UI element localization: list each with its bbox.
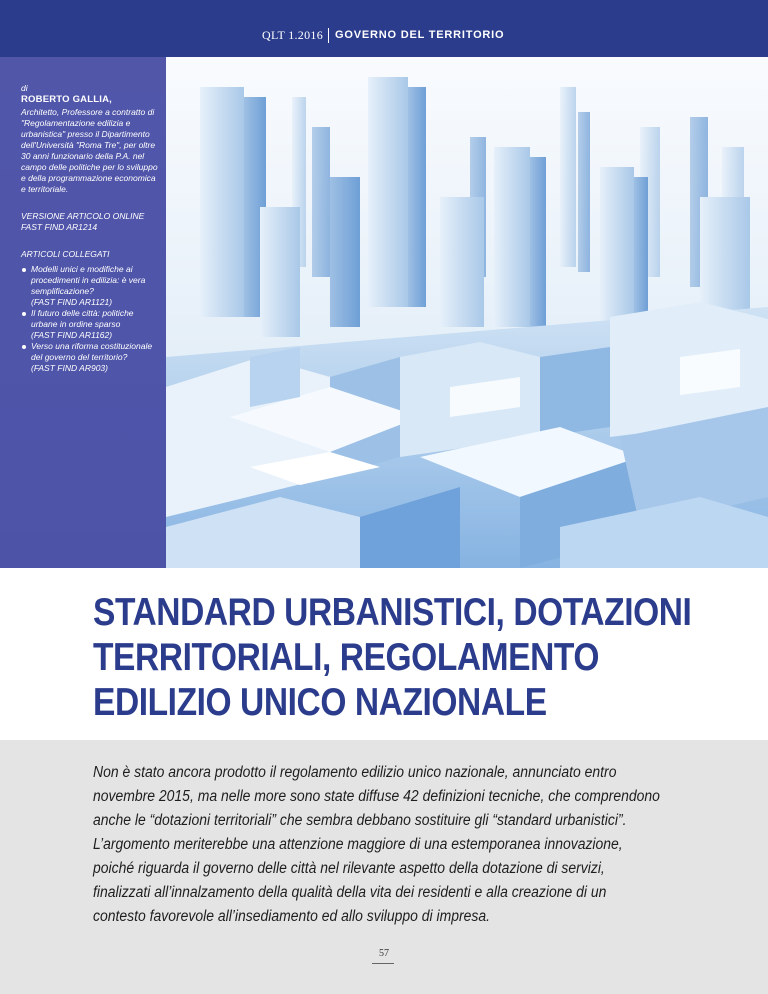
- page-number-rule: [372, 963, 394, 964]
- top-bar: [0, 0, 768, 57]
- abstract-line: finalizzati all’innalzamento della qualità della vita dei residenti e alla creazione di un: [93, 884, 607, 901]
- related-article-title: Verso una riforma costituzionale del governo del territorio?: [31, 341, 153, 362]
- online-version-label: VERSIONE ARTICOLO ONLINE: [21, 211, 145, 221]
- related-article-code: (FAST FIND AR1162): [31, 330, 113, 340]
- related-articles-block: [21, 249, 158, 374]
- related-articles-list: [21, 264, 158, 374]
- related-article-code: (FAST FIND AR903): [31, 363, 108, 373]
- author-sidebar: [0, 57, 166, 568]
- related-article-title: Modelli unici e modifiche ai procedimenti in edilizia: è vera semplificazione?: [31, 264, 146, 296]
- related-article-title: Il futuro delle città: politiche urbane in ordine sparso: [31, 308, 134, 329]
- abstract-line: anche le “dotazioni territoriali” che sembra debbano sostituire gli “standard urbanistici”.: [93, 812, 627, 829]
- abstract-line: poiché riguarda il governo delle città nel rilevante aspetto della dotazione di servizi,: [93, 860, 605, 877]
- related-articles-label: ARTICOLI COLLEGATI: [21, 249, 110, 259]
- section-name: GOVERNO DEL TERRITORIO: [335, 29, 505, 41]
- related-article-code: (FAST FIND AR1121): [31, 297, 113, 307]
- abstract-line: Non è stato ancora prodotto il regolamento edilizio unico nazionale, annunciato entro: [93, 764, 617, 781]
- abstract-line: novembre 2015, ma nelle more sono state diffuse 42 definizioni tecniche, che comprendono: [93, 788, 660, 805]
- online-version-block: [21, 211, 158, 233]
- title-line: EDILIZIO UNICO NAZIONALE: [93, 681, 547, 724]
- by-label: di: [21, 83, 28, 93]
- header-separator: [328, 28, 329, 43]
- title-line: TERRITORIALI, REGOLAMENTO: [93, 636, 600, 679]
- online-version-code[interactable]: FAST FIND AR1214: [21, 222, 98, 232]
- abstract-line: contesto favorevole all’insediamento ed allo sviluppo di impresa.: [93, 908, 491, 925]
- article-abstract: [93, 761, 660, 929]
- running-head: [262, 25, 504, 45]
- article-title: [93, 590, 692, 725]
- author-bio: Architetto, Professore a contratto di "Regolamentazione edilizia e urbanistica" presso il Dipartimento dell'Università "Roma Tre", per oltre 30 anni funzionario della P.A. nel campo delle politiche per lo sviluppo e della programmazione economica e territoriale.: [21, 107, 158, 194]
- page-number: 57: [379, 948, 389, 959]
- related-article-item[interactable]: [21, 341, 158, 374]
- abstract-line: L’argomento meriterebbe una attenzione maggiore di una estemporanea innovazione,: [93, 836, 623, 853]
- title-line: STANDARD URBANISTICI, DOTAZIONI: [93, 591, 692, 634]
- journal-issue: QLT 1.2016: [262, 27, 324, 42]
- related-article-item[interactable]: [21, 308, 158, 341]
- related-article-item[interactable]: [21, 264, 158, 308]
- abstract-band: [0, 740, 768, 994]
- author-name: ROBERTO GALLIA,: [21, 94, 112, 105]
